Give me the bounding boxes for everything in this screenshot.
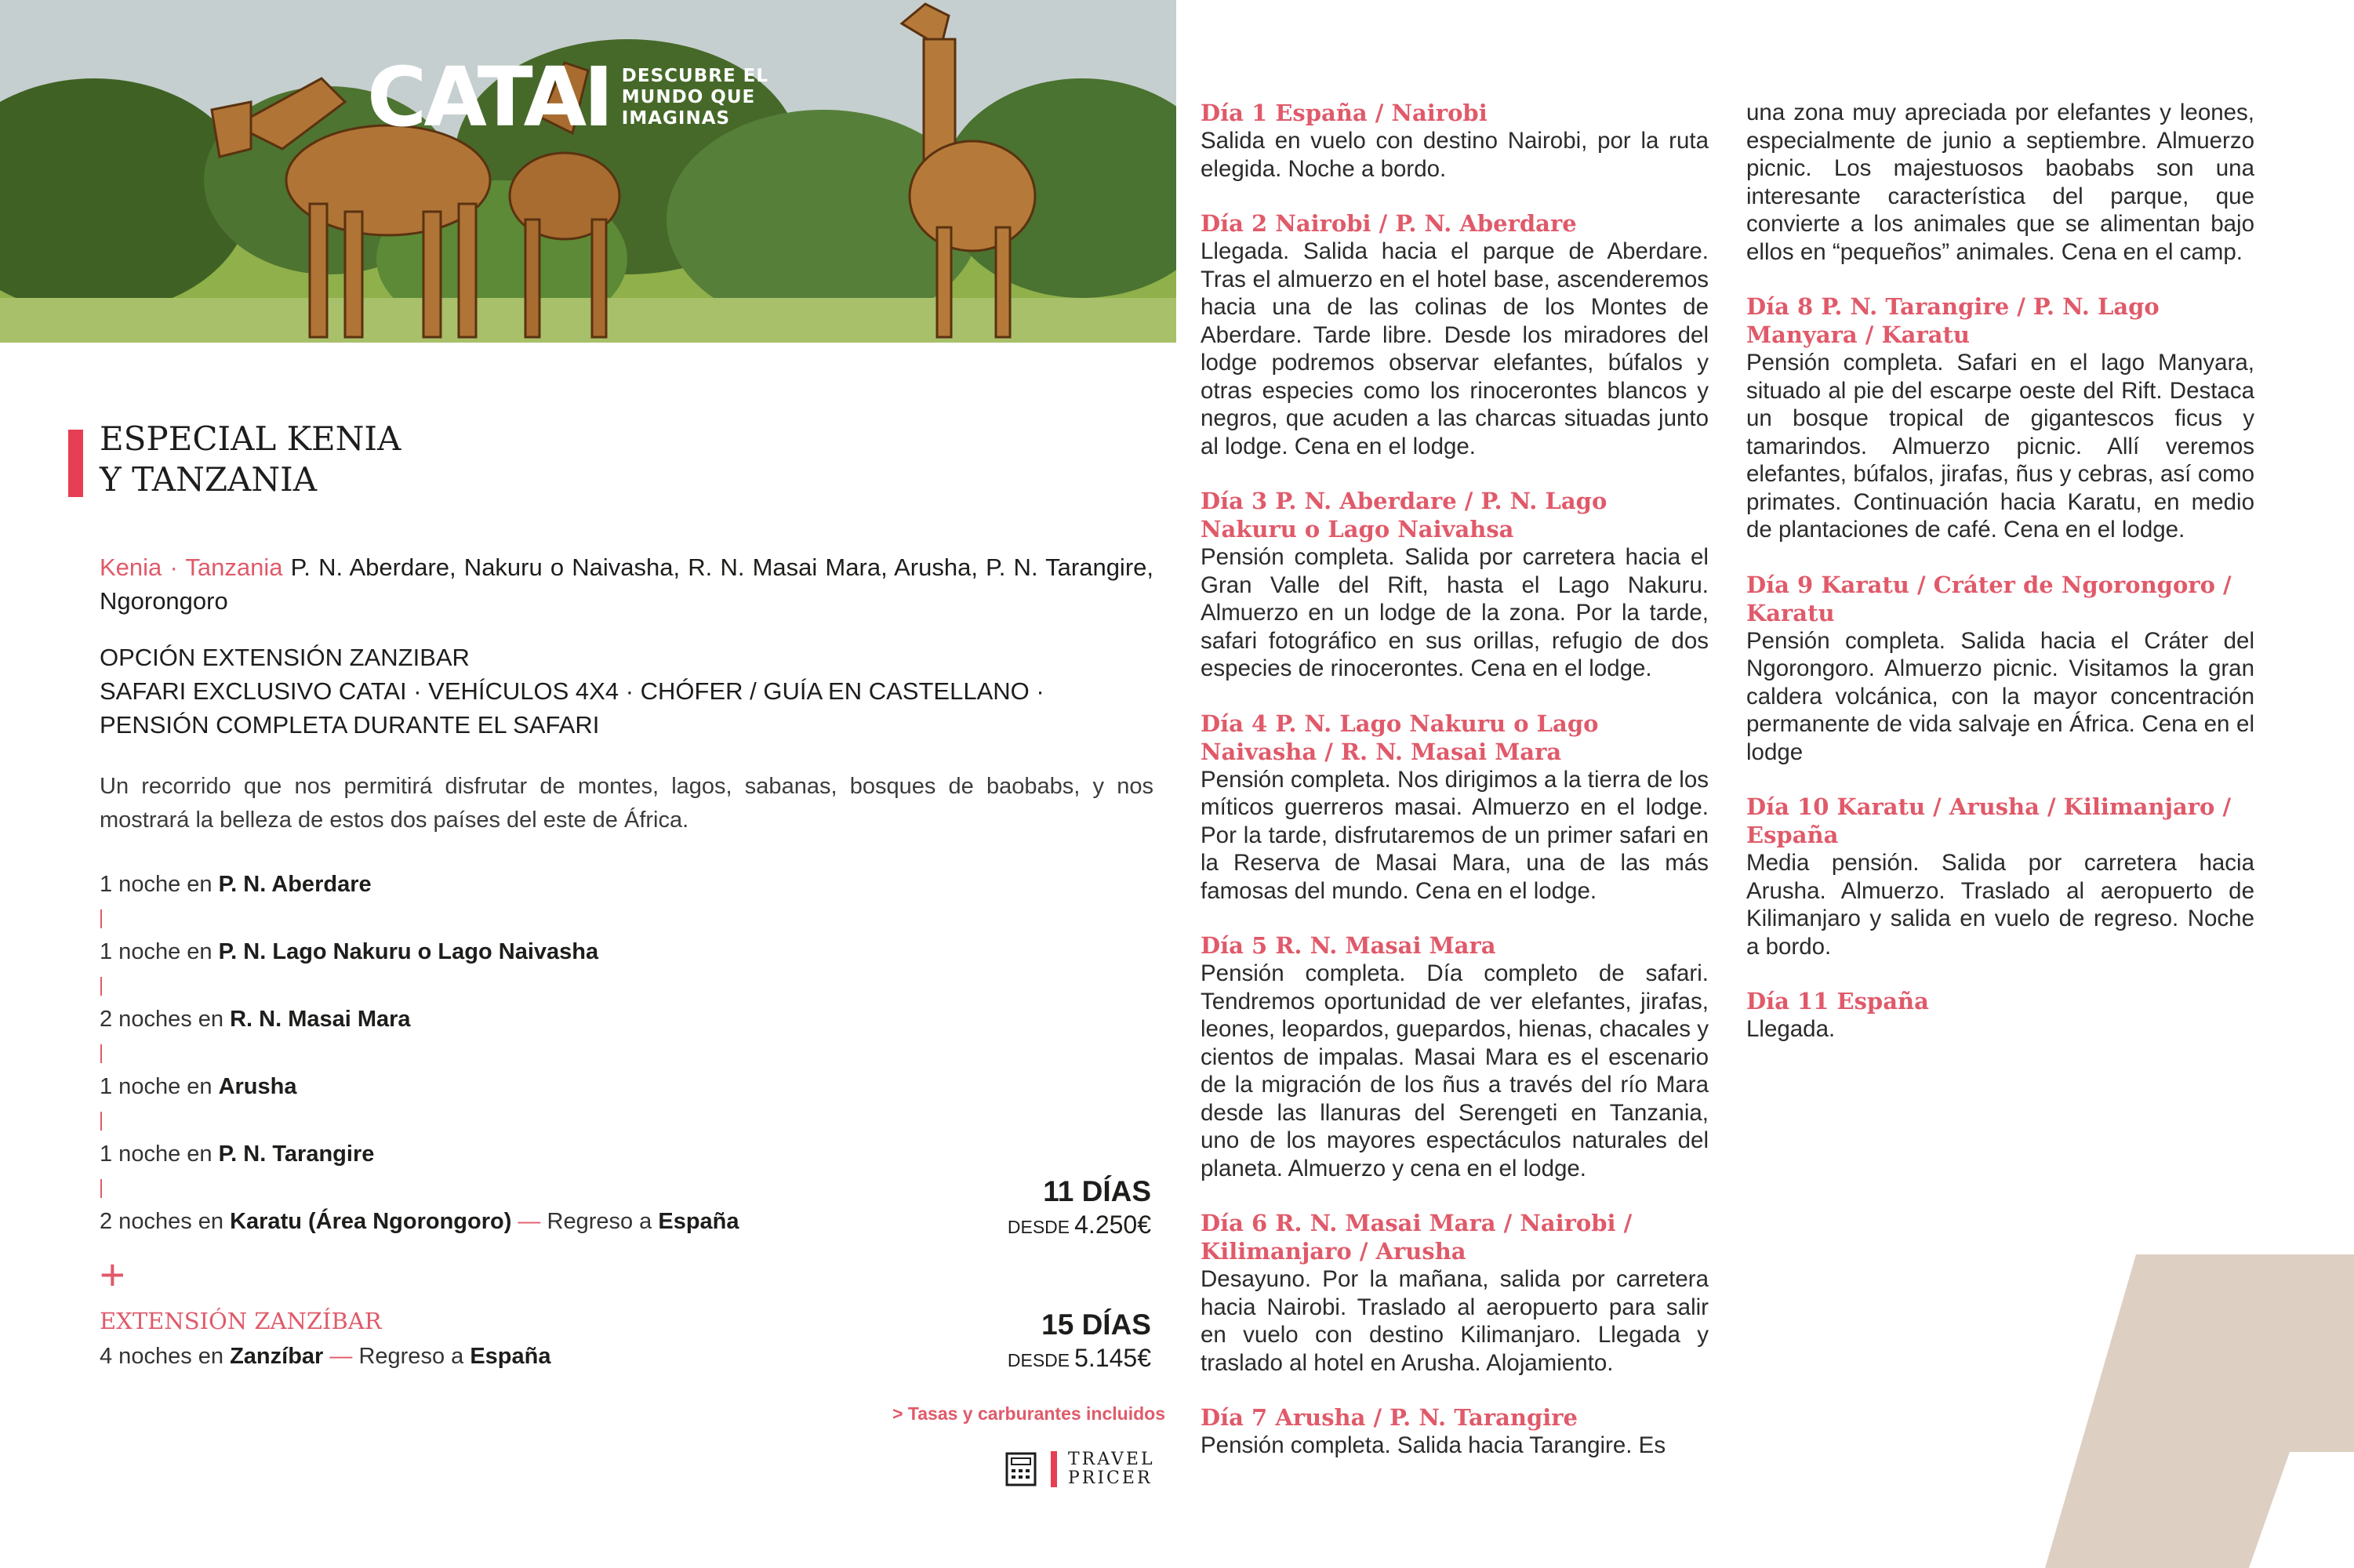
price-days: 15 DÍAS bbox=[1041, 1308, 1151, 1341]
day-text: Pensión completa. Nos dirigimos a la tierra de los míticos guerreros masai. Almuerzo en el lodge. Por la tarde, disfrutaremos de un primer safari en la Reserva de Masai Mara, una de las más famosas del mundo. Cena en el lodge. bbox=[1201, 766, 1709, 904]
travel-pricer-text bbox=[1068, 1450, 1155, 1488]
stop-place: P. N. Aberdare bbox=[218, 872, 372, 897]
day-text: Desayuno. Por la mañana, salida por carretera hacia Nairobi. Traslado al aeropuerto para salir en vuelo con destino Kilimanjaro. Llegada y traslado al hotel en Arusha. Alojamiento. bbox=[1201, 1266, 1709, 1376]
day-title: Día 6 R. N. Masai Mara / Nairobi / Kilimanjaro / Arusha bbox=[1201, 1210, 1633, 1265]
title-accent-bar bbox=[68, 430, 83, 497]
country-separator: · bbox=[162, 554, 186, 581]
price-from-label: DESDE bbox=[1007, 1350, 1070, 1370]
travel-pricer-line: PRICER bbox=[1068, 1468, 1153, 1488]
stop-place: Karatu (Área Ngorongoro) bbox=[230, 1209, 512, 1234]
day-text: Salida en vuelo con destino Nairobi, por la ruta elegida. Noche a bordo. bbox=[1201, 128, 1709, 182]
option-line: PENSIÓN COMPLETA DURANTE EL SAFARI bbox=[100, 711, 600, 739]
itinerary-days-column-2 bbox=[1746, 99, 2254, 1070]
day-title: Día 9 Karatu / Cráter de Ngorongoro / Karatu bbox=[1746, 571, 2232, 626]
itinerary-stop bbox=[100, 1071, 884, 1102]
day-entry bbox=[1746, 793, 2254, 960]
day-title: Día 3 P. N. Aberdare / P. N. Lago Nakuru o Lago Naivahsa bbox=[1201, 488, 1607, 543]
itinerary-stop bbox=[100, 869, 884, 900]
stop-place: Arusha bbox=[218, 1074, 297, 1099]
itinerary-separator bbox=[100, 1170, 102, 1206]
itinerary-stop bbox=[100, 1004, 884, 1035]
itinerary-days-column-1 bbox=[1201, 99, 1709, 1486]
itinerary-stop bbox=[100, 1138, 884, 1170]
stop-nights: 1 noche en bbox=[100, 939, 219, 964]
day-entry bbox=[1746, 571, 2254, 767]
day-entry bbox=[1201, 99, 1709, 183]
travel-pricer-bar bbox=[1051, 1451, 1057, 1487]
tagline-line: DESCUBRE EL bbox=[621, 65, 769, 86]
brand-tagline bbox=[622, 66, 779, 129]
catai-logo bbox=[367, 49, 779, 145]
day-entry bbox=[1746, 987, 2254, 1044]
price-amount: 4.250€ bbox=[1074, 1210, 1151, 1239]
plus-icon: + bbox=[100, 1250, 125, 1299]
title-line: ESPECIAL KENIA bbox=[100, 419, 401, 458]
itinerary-stop bbox=[100, 936, 884, 967]
extension-dash: — bbox=[323, 1344, 359, 1369]
extension-place: Zanzíbar bbox=[230, 1344, 324, 1369]
tagline-line: IMAGINAS bbox=[621, 107, 731, 129]
day-entry bbox=[1201, 710, 1709, 906]
stop-nights: 1 noche en bbox=[100, 1142, 219, 1167]
day-entry bbox=[1201, 931, 1709, 1182]
day-entry bbox=[1746, 292, 2254, 544]
price-block-11-days bbox=[1008, 1174, 1151, 1243]
country-tanzania: Tanzania bbox=[185, 554, 283, 581]
itinerary-stop bbox=[100, 1206, 884, 1237]
hero-photo bbox=[0, 0, 1176, 343]
day-text: Media pensión. Salida por carretera hacia Arusha. Almuerzo. Traslado al aeropuerto de Kilimanjaro y salida en vuelo de regreso. Noche a bordo. bbox=[1746, 850, 2254, 960]
day-text: Pensión completa. Salida hacia el Cráter del Ngorongoro. Almuerzo picnic. Visitamos la gran caldera volcánica, con la mayor concentración permanente de vida salvaje en África. Cena en el lodge bbox=[1746, 627, 2254, 765]
day-text: Llegada. bbox=[1746, 1016, 1836, 1042]
option-line: OPCIÓN EXTENSIÓN ZANZIBAR bbox=[100, 644, 470, 671]
stop-nights: 1 noche en bbox=[100, 872, 219, 897]
day-entry bbox=[1201, 487, 1709, 683]
extension-stop bbox=[100, 1341, 550, 1372]
price-block-15-days bbox=[1008, 1308, 1151, 1376]
extension-return: Regreso a bbox=[358, 1344, 470, 1369]
itinerary-list bbox=[100, 869, 884, 1237]
calculator-icon bbox=[1005, 1452, 1037, 1486]
travel-pricer-line: TRAVEL bbox=[1068, 1450, 1155, 1469]
itinerary-separator bbox=[100, 967, 102, 1004]
stop-dash: — bbox=[511, 1209, 547, 1234]
stop-nights: 1 noche en bbox=[100, 1074, 219, 1099]
day-entry bbox=[1201, 1209, 1709, 1377]
day-title: Día 10 Karatu / Arusha / Kilimanjaro / España bbox=[1746, 793, 2232, 848]
day-text: Pensión completa. Día completo de safari. Tendremos oportunidad de ver elefantes, jirafas, leones, leopardos, guepardos, hienas, chacales y cientos de impalas. Masai Mara es el escenario de la migración de los ñus a través del río Mara desde las llanuras del Serengeti en Tanzania, uno de los mayores espectáculos naturales del planeta. Almuerzo y cena en el lodge. bbox=[1201, 960, 1709, 1181]
corner-shape bbox=[2045, 1254, 2354, 1568]
day-text: una zona muy apreciada por elefantes y leones, especialmente de junio a septiembre. Almuerzo picnic. Los majestuosos baobabs son una interesante característica del parque, que convierte a los animales que se alimentan bajo ellos en “pequeños” animales. Cena en el camp. bbox=[1746, 100, 2254, 265]
day-title: Día 1 España / Nairobi bbox=[1201, 100, 1488, 126]
day-text: Llegada. Salida hacia el parque de Aberdare. Tras el almuerzo en el hotel base, ascenderemos hacia una de las colinas de los Montes de Aberdare. Tarde libre. Desde los miradores del lodge podremos observar elefantes, búfalos y otras especies como los rinocerontes blancos y negros, que acuden a las charcas situadas junto al lodge. Cena en el lodge. bbox=[1201, 238, 1709, 459]
stop-place: R. N. Masai Mara bbox=[230, 1007, 411, 1032]
price-from bbox=[1008, 1209, 1151, 1243]
title-line: Y TANZANIA bbox=[100, 460, 318, 499]
day-text: Pensión completa. Safari en el lago Manyara, situado al pie del escarpe oeste del Rift. Destaca un bosque tropical de gigantescos ficus y tamarindos. Almuerzo picnic. Allí veremos elefantes, búfalos, jirafas, ñus y cebras, así como primates. Continuación hacia Karatu, en medio de plantaciones de café. Cena en el lodge. bbox=[1746, 350, 2254, 543]
option-line: SAFARI EXCLUSIVO CATAI · VEHÍCULOS 4X4 · CHÓFER / GUÍA EN CASTELLANO · bbox=[100, 677, 1044, 705]
brand-name: CATAI bbox=[367, 49, 611, 145]
day-title: Día 5 R. N. Masai Mara bbox=[1201, 932, 1496, 959]
itinerary-separator bbox=[100, 1102, 102, 1138]
day-title: Día 11 España bbox=[1746, 988, 1929, 1014]
stop-place: P. N. Tarangire bbox=[218, 1142, 375, 1167]
stop-nights: 2 noches en bbox=[100, 1007, 231, 1032]
day-title: Día 2 Nairobi / P. N. Aberdare bbox=[1201, 210, 1577, 237]
price-from bbox=[1008, 1342, 1151, 1376]
trip-options bbox=[100, 641, 1153, 742]
day-text: Pensión completa. Salida por carretera hacia el Gran Valle del Rift, hasta el Lago Nakuru. Almuerzo en un lodge de la zona. Por la tarde, safari fotográfico en sus orillas, refugio de dos especies de rinocerontes. Cena en el lodge. bbox=[1201, 544, 1709, 681]
price-days: 11 DÍAS bbox=[1043, 1175, 1151, 1207]
tagline-line: MUNDO QUE bbox=[621, 86, 756, 107]
country-kenia: Kenia bbox=[100, 554, 162, 581]
page-title bbox=[100, 419, 401, 500]
day-title: Día 8 P. N. Tarangire / P. N. Lago Manyara / Karatu bbox=[1746, 293, 2160, 348]
destination-places: P. N. Aberdare, Nakuru o Naivasha, R. N. Masai Mara, Arusha, P. N. Tarangire, Ngorongoro bbox=[100, 554, 1153, 615]
extension-title: EXTENSIÓN ZANZÍBAR bbox=[100, 1308, 382, 1334]
extension-nights: 4 noches en bbox=[100, 1344, 231, 1369]
itinerary-separator bbox=[100, 1035, 102, 1071]
intro-text: Un recorrido que nos permitirá disfrutar de montes, lagos, sabanas, bosques de baobabs, y nos mostrará la belleza de estos dos países del este de África. bbox=[100, 774, 1153, 833]
destinations bbox=[100, 550, 1153, 618]
price-from-label: DESDE bbox=[1007, 1217, 1070, 1237]
stop-place: P. N. Lago Nakuru o Lago Naivasha bbox=[218, 939, 599, 964]
extension-return-place: España bbox=[470, 1344, 551, 1369]
stop-nights: 2 noches en bbox=[100, 1209, 231, 1234]
travel-pricer-logo[interactable] bbox=[1005, 1450, 1155, 1488]
stop-return-place: España bbox=[658, 1209, 739, 1234]
stop-return: Regreso a bbox=[547, 1209, 659, 1234]
day-entry bbox=[1201, 1403, 1709, 1460]
day-entry-continuation bbox=[1746, 99, 2254, 266]
price-amount: 5.145€ bbox=[1074, 1344, 1151, 1372]
day-entry bbox=[1201, 209, 1709, 460]
itinerary-separator bbox=[100, 900, 102, 936]
day-title: Día 7 Arusha / P. N. Tarangire bbox=[1201, 1404, 1578, 1431]
taxes-included-link[interactable]: > Tasas y carburantes incluidos bbox=[892, 1403, 1165, 1424]
day-text: Pensión completa. Salida hacia Tarangire. Es bbox=[1201, 1432, 1666, 1458]
day-title: Día 4 P. N. Lago Nakuru o Lago Naivasha / R. N. Masai Mara bbox=[1201, 710, 1599, 765]
